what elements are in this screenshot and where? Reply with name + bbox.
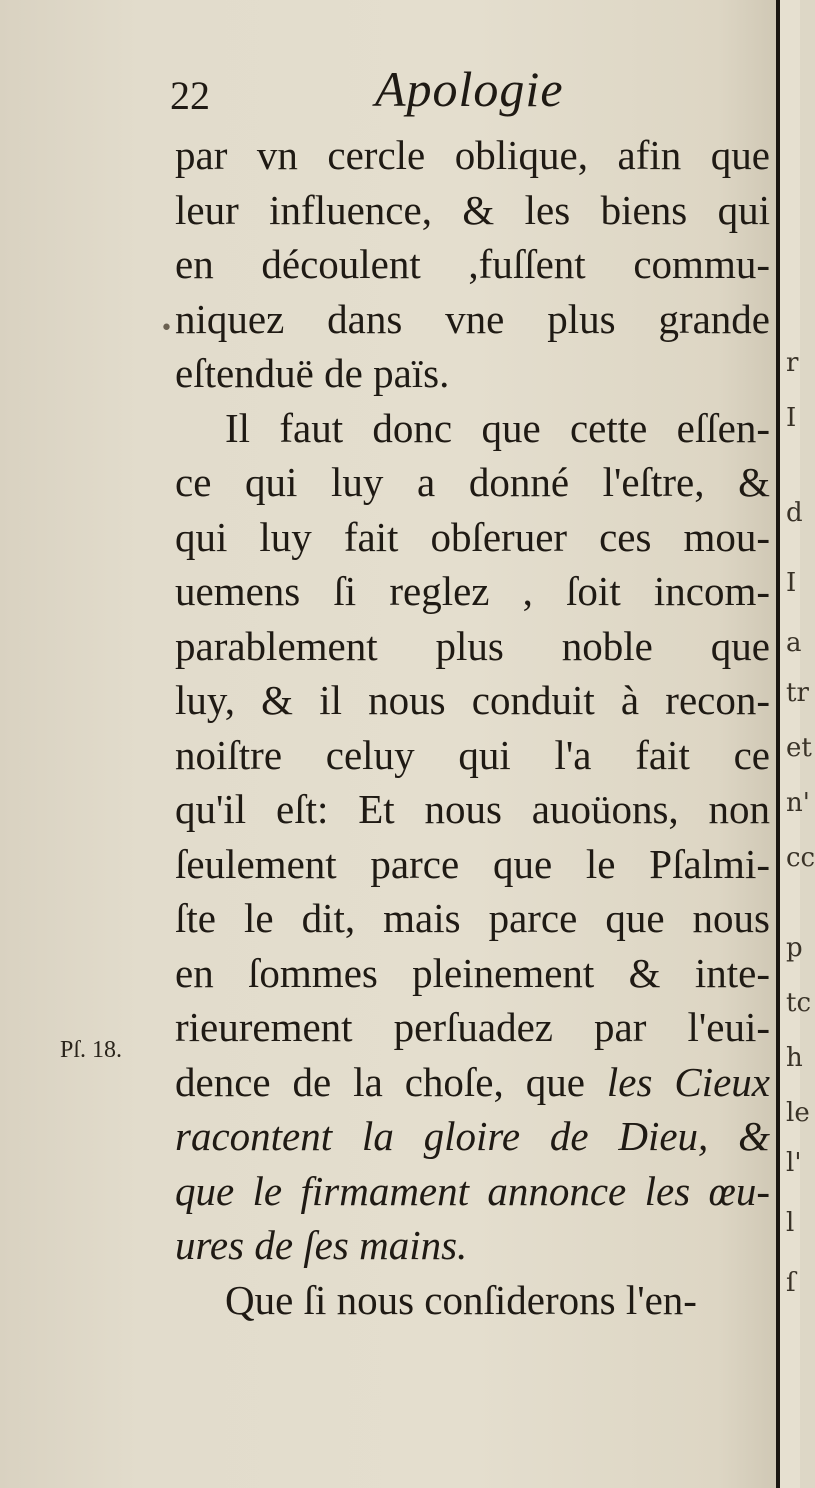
text-line: ſte le dit, mais parce que nous (175, 895, 770, 941)
bleed-glyph: cc (786, 843, 815, 873)
text-line: luy, & il nous conduit à recon- (175, 677, 770, 723)
bleed-glyph: I (786, 403, 797, 433)
text-line (175, 1055, 770, 1110)
text-line: ſeulement parce que le Pſalmi- (175, 840, 770, 887)
bleed-glyph: r (786, 348, 799, 378)
bleed-glyph: n' (786, 788, 810, 818)
bleed-glyph: tr (786, 678, 809, 708)
marginal-citation: Pſ. 18. (60, 1037, 123, 1063)
text-line: noiſtre celuy qui l'a fait ce (175, 731, 770, 778)
text-line: rieurement perſuadez par l'eui- (175, 1004, 770, 1050)
running-head (170, 60, 770, 130)
page-number: 22 (170, 73, 210, 118)
bleed-glyph: a (786, 628, 802, 658)
bleed-glyph: d (786, 498, 803, 528)
bleed-glyph: l (786, 1208, 795, 1238)
text-line: en ſommes pleinement & inte- (175, 949, 770, 996)
text-line: niquez dans vne plus grande (175, 295, 770, 342)
text-line: par vn cercle oblique, afin que (175, 132, 770, 178)
bleed-glyph: h (786, 1043, 803, 1073)
text-line-roman: dence de la choſe, que (175, 1058, 607, 1105)
text-line: ures de ſes mains. (175, 1222, 468, 1268)
bleed-glyph: et (786, 733, 812, 763)
text-line-italic: les Cieux (606, 1058, 770, 1105)
text-line: qui luy fait obſeruer ces mou- (175, 513, 770, 560)
text-line: uemens ſi reglez , ſoit incom- (175, 568, 770, 614)
text-line: parablement plus noble que (175, 622, 770, 669)
body-text (175, 128, 770, 1327)
ink-speck: • (160, 316, 173, 341)
bleed-glyph: tc (786, 988, 812, 1018)
bleed-glyph: I (786, 568, 797, 598)
text-line: ce qui luy a donné l'eſtre, & (175, 459, 770, 505)
text-line: en découlent ,fuſſent commu- (175, 241, 770, 287)
text-line: qu'il eſt: Et nous auoüons, non (175, 786, 770, 832)
bleed-glyph: ſ (786, 1268, 796, 1298)
text-line: Que ſi nous conſiderons l'en- (225, 1276, 697, 1323)
text-line: leur influence, & les biens qui (175, 186, 770, 233)
bleed-glyph: l' (786, 1148, 802, 1178)
running-title: Apologie (375, 61, 564, 117)
text-line: eſtenduë de païs. (175, 350, 450, 396)
text-line: Il faut donc que cette eſſen- (225, 404, 770, 451)
text-line: racontent la gloire de Dieu, & (175, 1113, 770, 1159)
bleed-glyph: le (786, 1098, 810, 1128)
bleed-glyph: p (786, 933, 803, 963)
text-line: que le firmament annonce les œu- (175, 1167, 770, 1214)
